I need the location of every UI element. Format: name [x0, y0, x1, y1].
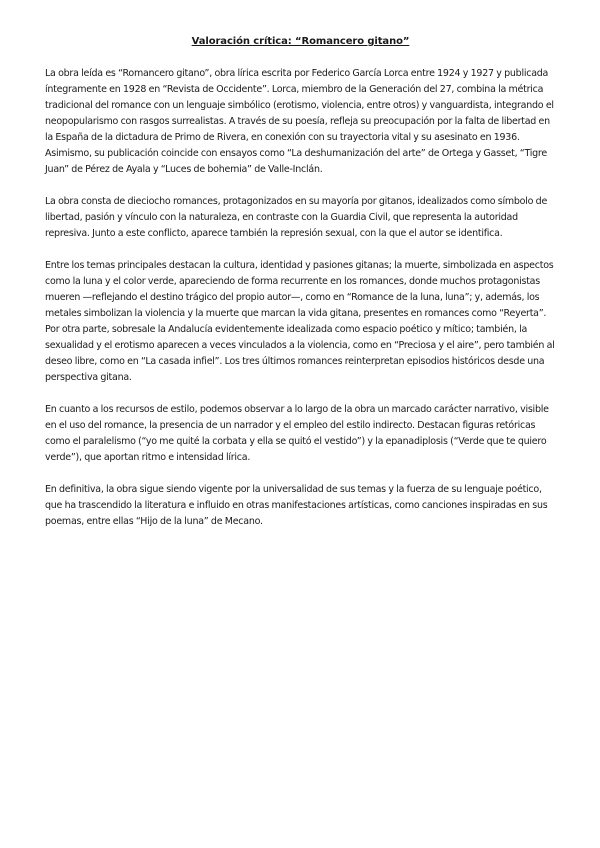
paragraph-themes: Entre los temas principales destacan la cultura, identidad y pasiones gitanas; la muerte, simbolizada en aspectos como la luna y el color verde, apareciendo de forma recurrente en los romances, donde muchos protagonistas mueren —reflejando el destino trágico del propio autor—, como en “Romance de la luna, luna”; y, además, los metales simbolizan la violencia y la muerte que marcan la vida gitana, presentes en romances como “Reyerta”. Por otra parte, sobresale la Andalucía evidentemente idealizada como espacio poético y mítico; también, la sexualidad y el erotismo aparecen a veces vinculados a la violencia, como en “Preciosa y el aire”, pero también al deseo libre, como en “La casada infiel”. Los tres últimos romances reinterpretan episodios históricos desde una perspectiva gitana.: [45, 260, 555, 383]
paragraph-structure: La obra consta de dieciocho romances, protagonizados en su mayoría por gitanos, idealizados como símbolo de libertad, pasión y vínculo con la naturaleza, en contraste con la Guardia Civil, que representa la autoridad represiva. Junto a este conflicto, aparece también la represión sexual, con la que el autor se identifica.: [45, 196, 548, 239]
paragraph-introduction: La obra leída es “Romancero gitano”, obra lírica escrita por Federico García Lorca entre 1924 y 1927 y publicada íntegramente en 1928 en “Revista de Occidente”. Lorca, miembro de la Generación del 27, combina la métrica tradicional del romance con un lenguaje simbólico (erotismo, violencia, entre otros) y vanguardista, integrando el neopopularismo con rasgos surrealistas. A través de su poesía, refleja su preocupación por la falta de libertad en la España de la dictadura de Primo de Rivera, en conexión con su trayectoria vital y su asesinato en 1936. Asimismo, su publicación coincide con ensayos como “La deshumanización del arte” de Ortega y Gasset, “Tigre Juan” de Pérez de Ayala y “Luces de bohemia” de Valle-Inclán.: [45, 68, 554, 175]
paragraph-conclusion: En definitiva, la obra sigue siendo vigente por la universalidad de sus temas y la fuerza de su lenguaje poético, que ha trascendido la literatura e influido en otras manifestaciones artísticas, como canciones inspiradas en sus poemas, entre ellas “Hijo de la luna” de Mecano.: [45, 484, 548, 527]
document-title: Valoración crítica: “Romancero gitano”: [191, 36, 410, 47]
paragraph-style: En cuanto a los recursos de estilo, podemos observar a lo largo de la obra un marcado carácter narrativo, visible en el uso del romance, la presencia de un narrador y el empleo del estilo indirecto. Destacan figuras retóricas como el paralelismo (“yo me quité la corbata y ella se quitó el vestido”) y la epanadiplosis (“Verde que te quiero verde”), que aportan ritmo e intensidad lírica.: [45, 404, 549, 463]
